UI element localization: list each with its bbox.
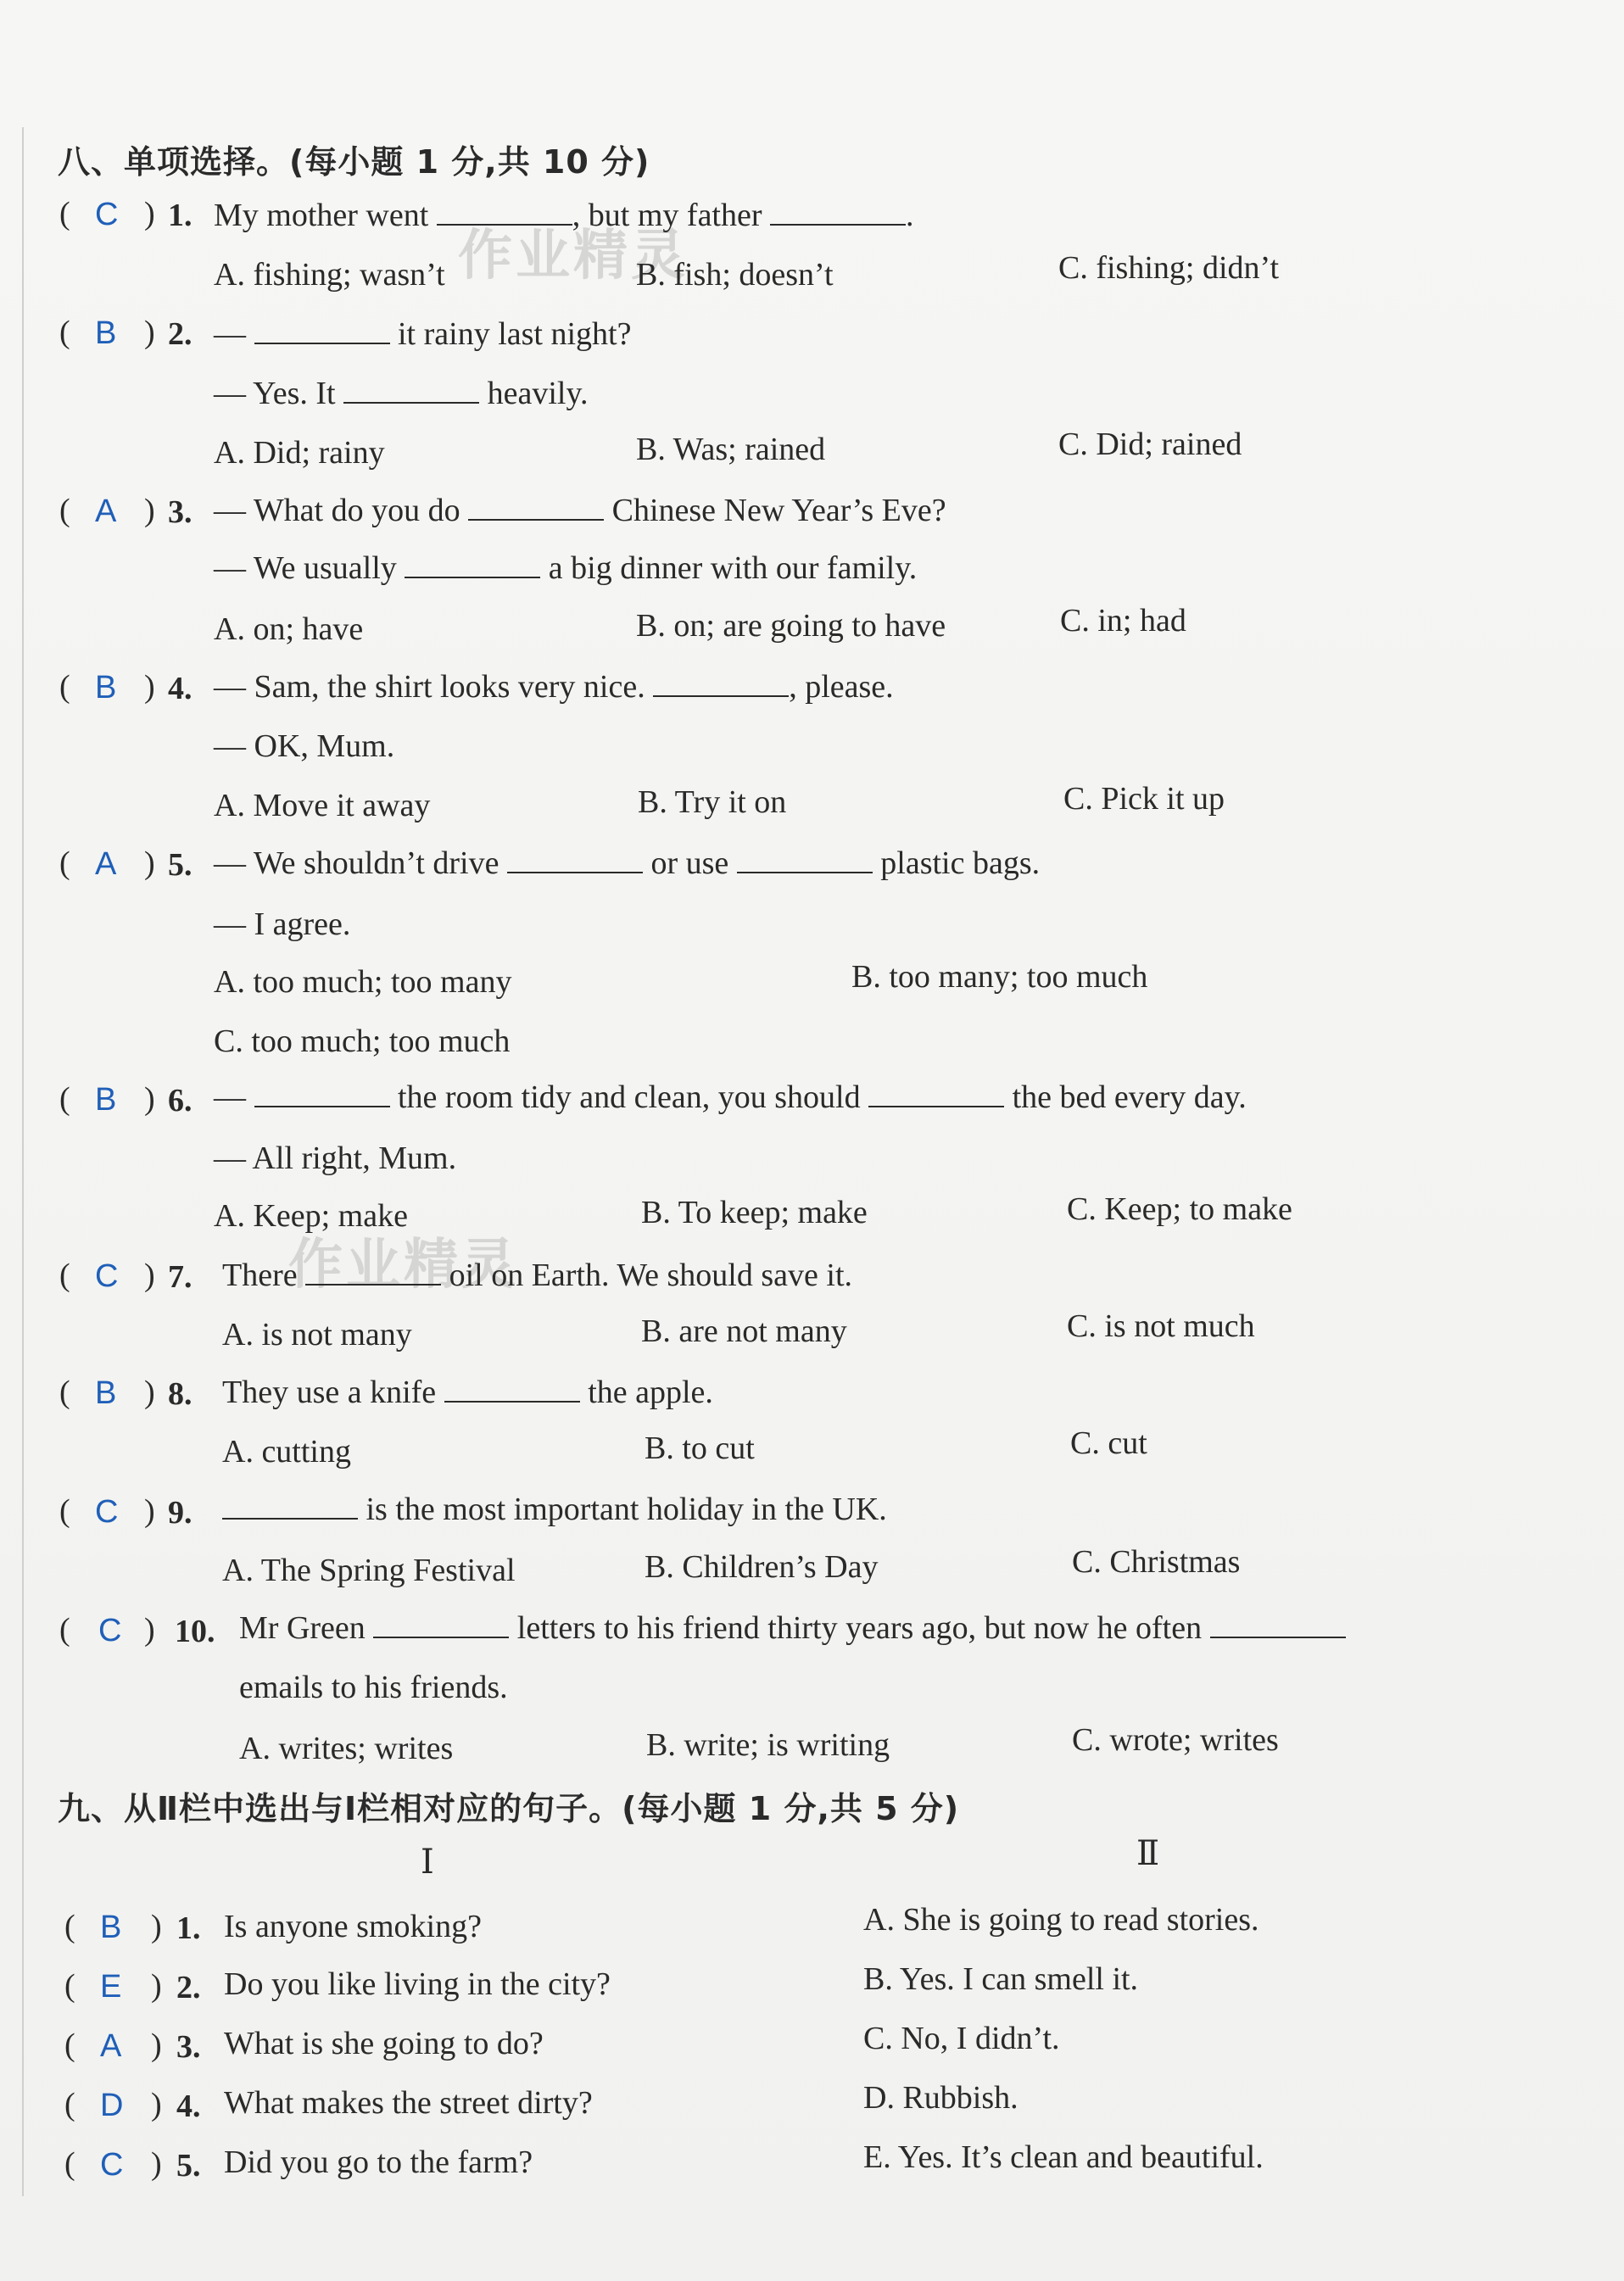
watermark: 作业精灵 xyxy=(458,225,689,287)
answer-1: C xyxy=(95,197,119,232)
answer-4: B xyxy=(95,670,117,705)
section-9-title: 九、从Ⅱ栏中选出与Ⅰ栏相对应的句子。(每小题 1 分,共 5 分) xyxy=(58,1790,960,1827)
option-c: C. fishing; didn’t xyxy=(1058,250,1280,286)
answer-5: A xyxy=(95,846,117,882)
column-1-heading: Ⅰ xyxy=(421,1843,434,1881)
option-a: A. fishing; wasn’t xyxy=(214,257,445,293)
answer-10: C xyxy=(98,1613,122,1648)
column-2-heading: Ⅱ xyxy=(1136,1834,1160,1872)
answer-7: C xyxy=(95,1258,119,1294)
option-b: B. fish; doesn’t xyxy=(636,257,834,293)
answer-2: B xyxy=(95,315,117,351)
watermark: 作业精灵 xyxy=(288,1234,519,1297)
section-8-title: 八、单项选择。(每小题 1 分,共 10 分) xyxy=(58,143,650,181)
margin-line xyxy=(22,127,24,2196)
worksheet-page: 作业精灵 作业精灵 八、单项选择。(每小题 1 分,共 10 分) ( C ) 1. My mother went , but my father . A. fishing; wasn’t B. fish; doesn’t C. fishing; didn’t ( B ) 2. — it rainy last night? — Yes. It heavily. A. Did; rainy B. Was; rained C. Did; rained ( A ) 3. — What do you do Chinese New Year’s Eve? — We usually a big dinner with our family. A. on; have B. on; are going to have C. in; had ( B ) 4. — Sam, the shirt looks very nice. , please. — OK, Mum. A. Move it away B. Try it on C. Pick it up ( A ) 5. — We shouldn’t drive or use plastic bags. — I agree. A. too much; too many B. too many; too much C. too much; too much ( B ) 6. — the room tidy and clean, you should the bed every day. — All right, Mum. A. Keep; make B. To keep; make C. Keep; to make ( C ) 7. There oil on Earth. We should save it. A. is not many B. are not many C. is not much ( B ) 8. They use a knife the apple. A. cutting B. to cut C. cut ( C ) 9. is the most important holiday in the UK. A. The Spring Festival B. Children’s Day C. Christmas ( C ) 10. Mr Green letters to his friend thirty years ago, but now he often emails to his friends. A. writes; writes B. write; is writing C. wrote; writes 九、从Ⅱ栏中选出与Ⅰ栏相对应的句子。(每小题 1 分,共 5 分) Ⅰ Ⅱ ( B ) 1. Is anyone smoking? A. She is going to read stories. ( E ) 2. Do you like living in the city? B. Yes. I can smell it. ( A ) 3. What is she going to do? C. No, I didn’t. ( D ) 4. What makes the street dirty? D. Rubbish. ( C ) 5. Did you go to the farm? E. Yes. It’s clean and beautiful. xyxy=(0,0,1624,2281)
answer-9: C xyxy=(95,1494,119,1530)
answer-3: A xyxy=(95,494,117,529)
answer-8: B xyxy=(95,1375,117,1411)
answer-6: B xyxy=(95,1082,117,1118)
